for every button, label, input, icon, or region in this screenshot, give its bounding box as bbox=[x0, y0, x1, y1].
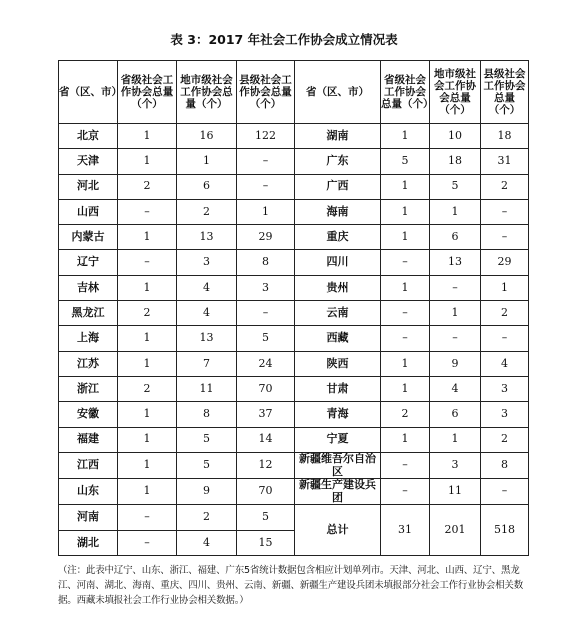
county-count: 5 bbox=[237, 326, 295, 351]
provincial-count: – bbox=[118, 505, 177, 530]
city-count: 4 bbox=[177, 530, 237, 555]
provincial-count: 2 bbox=[118, 301, 177, 326]
table-row bbox=[59, 351, 529, 376]
header-province-2: 省（区、市） bbox=[295, 61, 381, 124]
city-count: 6 bbox=[430, 225, 481, 250]
county-count: 2 bbox=[481, 174, 529, 199]
province-name: 北京 bbox=[59, 124, 118, 149]
province-name: 山东 bbox=[59, 479, 118, 505]
provincial-count: 2 bbox=[381, 402, 430, 427]
table-row bbox=[59, 452, 529, 478]
county-count: – bbox=[481, 199, 529, 224]
county-count: 3 bbox=[481, 402, 529, 427]
provincial-count: 5 bbox=[381, 149, 430, 174]
table-row bbox=[59, 225, 529, 250]
city-count: 9 bbox=[177, 479, 237, 505]
city-count: 18 bbox=[430, 149, 481, 174]
province-name: 四川 bbox=[295, 250, 381, 275]
province-name: 甘肃 bbox=[295, 376, 381, 401]
county-count: – bbox=[237, 149, 295, 174]
province-name: 西藏 bbox=[295, 326, 381, 351]
table-row bbox=[59, 124, 529, 149]
province-name: 贵州 bbox=[295, 275, 381, 300]
table-row bbox=[59, 275, 529, 300]
table-row bbox=[59, 376, 529, 401]
provincial-count: – bbox=[381, 250, 430, 275]
county-count: 8 bbox=[481, 452, 529, 478]
city-count: 13 bbox=[177, 225, 237, 250]
provincial-count: 1 bbox=[118, 275, 177, 300]
city-count: 4 bbox=[177, 275, 237, 300]
header-county-2: 县级社会工作协会总量（个） bbox=[481, 61, 529, 124]
city-count: 5 bbox=[177, 427, 237, 452]
province-name: 辽宁 bbox=[59, 250, 118, 275]
county-count: 1 bbox=[481, 275, 529, 300]
city-count: 2 bbox=[177, 505, 237, 530]
total-city: 201 bbox=[430, 505, 481, 556]
table-row bbox=[59, 427, 529, 452]
county-count: 122 bbox=[237, 124, 295, 149]
provincial-count: 1 bbox=[381, 275, 430, 300]
provincial-count: – bbox=[381, 326, 430, 351]
city-count: 1 bbox=[430, 199, 481, 224]
provincial-count: 1 bbox=[118, 124, 177, 149]
provincial-count: 1 bbox=[381, 199, 430, 224]
county-count: 2 bbox=[481, 427, 529, 452]
provincial-count: 1 bbox=[381, 376, 430, 401]
table-footnote: （注：此表中辽宁、山东、浙江、福建、广东5省统计数据包含相应计划单列市。天津、河北、山西、辽宁、黑龙江、河南、湖北、海南、重庆、四川、贵州、云南、新疆、新疆生产建设兵团未填报部分社会工作行业协会相关数据。西藏未填报社会工作行业协会相关数据。） bbox=[58, 565, 524, 606]
province-name: 广西 bbox=[295, 174, 381, 199]
city-count: 8 bbox=[177, 402, 237, 427]
county-count: – bbox=[481, 225, 529, 250]
provincial-count: 1 bbox=[381, 174, 430, 199]
province-name: 宁夏 bbox=[295, 427, 381, 452]
county-count: 29 bbox=[481, 250, 529, 275]
county-count: 2 bbox=[481, 301, 529, 326]
county-count: 24 bbox=[237, 351, 295, 376]
city-count: 2 bbox=[177, 199, 237, 224]
header-city: 地市级社会工作协会总量（个） bbox=[177, 61, 237, 124]
province-name: 新疆生产建设兵团 bbox=[295, 479, 381, 505]
provincial-count: 1 bbox=[118, 452, 177, 478]
province-name: 新疆维吾尔自治区 bbox=[295, 452, 381, 478]
city-count: 6 bbox=[430, 402, 481, 427]
county-count: 12 bbox=[237, 452, 295, 478]
table-row bbox=[59, 505, 529, 530]
province-name: 黑龙江 bbox=[59, 301, 118, 326]
header-row bbox=[59, 61, 529, 124]
city-count: 5 bbox=[177, 452, 237, 478]
county-count: 31 bbox=[481, 149, 529, 174]
county-count: 14 bbox=[237, 427, 295, 452]
provincial-count: 1 bbox=[381, 225, 430, 250]
province-name: 广东 bbox=[295, 149, 381, 174]
provincial-count: 1 bbox=[381, 124, 430, 149]
table-row bbox=[59, 479, 529, 505]
provincial-count: – bbox=[118, 250, 177, 275]
provincial-count: 1 bbox=[118, 225, 177, 250]
county-count: – bbox=[481, 479, 529, 505]
table-row bbox=[59, 174, 529, 199]
city-count: 1 bbox=[430, 301, 481, 326]
county-count: 5 bbox=[237, 505, 295, 530]
provincial-count: – bbox=[381, 452, 430, 478]
province-name: 青海 bbox=[295, 402, 381, 427]
table-row bbox=[59, 250, 529, 275]
county-count: 37 bbox=[237, 402, 295, 427]
province-name: 江苏 bbox=[59, 351, 118, 376]
header-provincial: 省级社会工作协会总量（个） bbox=[118, 61, 177, 124]
province-name: 湖南 bbox=[295, 124, 381, 149]
header-city-2: 地市级社会工作协会总量（个） bbox=[430, 61, 481, 124]
table-row bbox=[59, 326, 529, 351]
statistics-table bbox=[58, 60, 529, 556]
province-name: 河南 bbox=[59, 505, 118, 530]
county-count: 4 bbox=[481, 351, 529, 376]
provincial-count: 2 bbox=[118, 376, 177, 401]
provincial-count: 1 bbox=[118, 351, 177, 376]
city-count: 3 bbox=[430, 452, 481, 478]
province-name: 江西 bbox=[59, 452, 118, 478]
city-count: 4 bbox=[430, 376, 481, 401]
city-count: 5 bbox=[430, 174, 481, 199]
province-name: 海南 bbox=[295, 199, 381, 224]
city-count: 3 bbox=[177, 250, 237, 275]
city-count: – bbox=[430, 326, 481, 351]
county-count: 3 bbox=[237, 275, 295, 300]
table-row bbox=[59, 402, 529, 427]
city-count: 11 bbox=[430, 479, 481, 505]
table-title: 表 3：2017 年社会工作协会成立情况表 bbox=[170, 32, 398, 47]
city-count: 10 bbox=[430, 124, 481, 149]
county-count: 70 bbox=[237, 479, 295, 505]
provincial-count: 1 bbox=[118, 479, 177, 505]
county-count: 8 bbox=[237, 250, 295, 275]
city-count: 6 bbox=[177, 174, 237, 199]
table-row bbox=[59, 301, 529, 326]
provincial-count: – bbox=[118, 199, 177, 224]
province-name: 内蒙古 bbox=[59, 225, 118, 250]
province-name: 陕西 bbox=[295, 351, 381, 376]
city-count: 11 bbox=[177, 376, 237, 401]
city-count: 1 bbox=[430, 427, 481, 452]
provincial-count: – bbox=[118, 530, 177, 555]
city-count: – bbox=[430, 275, 481, 300]
provincial-count: 1 bbox=[118, 149, 177, 174]
county-count: 1 bbox=[237, 199, 295, 224]
province-name: 浙江 bbox=[59, 376, 118, 401]
provincial-count: 1 bbox=[381, 427, 430, 452]
total-provincial: 31 bbox=[381, 505, 430, 556]
province-name: 天津 bbox=[59, 149, 118, 174]
provincial-count: 1 bbox=[118, 427, 177, 452]
provincial-count: 2 bbox=[118, 174, 177, 199]
city-count: 13 bbox=[430, 250, 481, 275]
county-count: 18 bbox=[481, 124, 529, 149]
city-count: 9 bbox=[430, 351, 481, 376]
city-count: 7 bbox=[177, 351, 237, 376]
county-count: – bbox=[481, 326, 529, 351]
county-count: 29 bbox=[237, 225, 295, 250]
province-name: 湖北 bbox=[59, 530, 118, 555]
provincial-count: – bbox=[381, 479, 430, 505]
province-name: 安徽 bbox=[59, 402, 118, 427]
header-county: 县级社会工作协会总量（个） bbox=[237, 61, 295, 124]
province-name: 河北 bbox=[59, 174, 118, 199]
province-name: 山西 bbox=[59, 199, 118, 224]
province-name: 吉林 bbox=[59, 275, 118, 300]
city-count: 1 bbox=[177, 149, 237, 174]
table-row bbox=[59, 199, 529, 224]
total-label: 总计 bbox=[295, 505, 381, 556]
province-name: 福建 bbox=[59, 427, 118, 452]
provincial-count: – bbox=[381, 301, 430, 326]
provincial-count: 1 bbox=[118, 326, 177, 351]
county-count: 70 bbox=[237, 376, 295, 401]
county-count: 3 bbox=[481, 376, 529, 401]
city-count: 4 bbox=[177, 301, 237, 326]
table-row bbox=[59, 149, 529, 174]
province-name: 上海 bbox=[59, 326, 118, 351]
header-provincial-2: 省级社会工作协会总量（个） bbox=[381, 61, 430, 124]
provincial-count: 1 bbox=[118, 402, 177, 427]
county-count: – bbox=[237, 174, 295, 199]
city-count: 13 bbox=[177, 326, 237, 351]
province-name: 重庆 bbox=[295, 225, 381, 250]
province-name: 云南 bbox=[295, 301, 381, 326]
city-count: 16 bbox=[177, 124, 237, 149]
county-count: 15 bbox=[237, 530, 295, 555]
provincial-count: 1 bbox=[381, 351, 430, 376]
total-county: 518 bbox=[481, 505, 529, 556]
county-count: – bbox=[237, 301, 295, 326]
header-province: 省（区、市） bbox=[59, 61, 118, 124]
